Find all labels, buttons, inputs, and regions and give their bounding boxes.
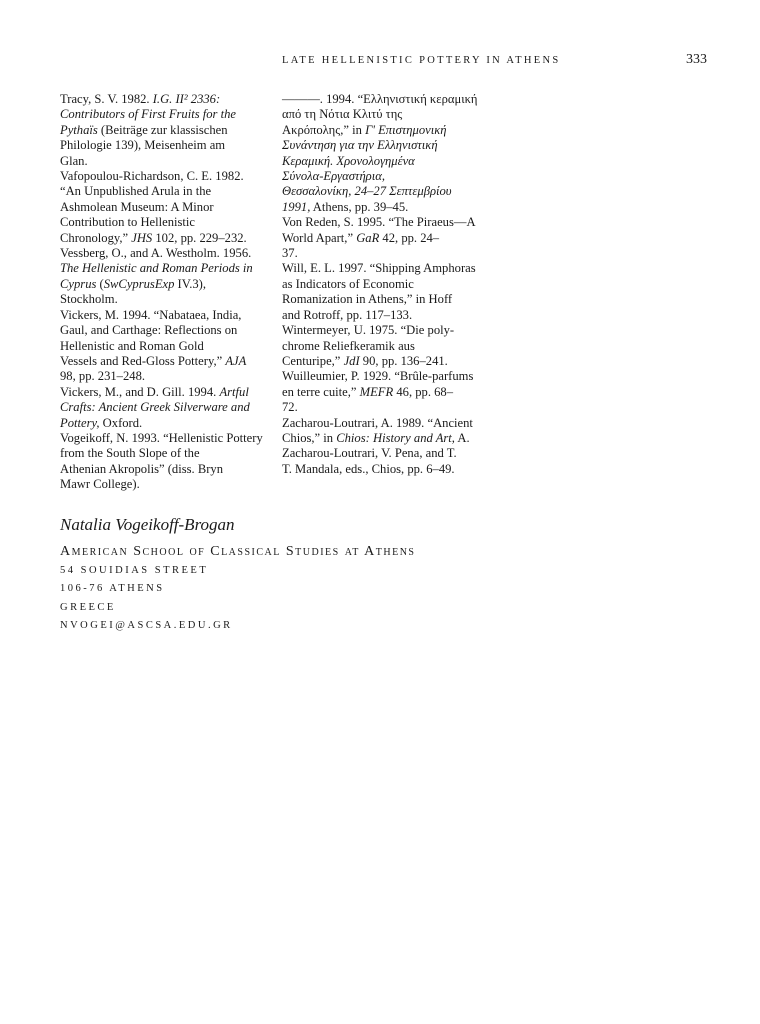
reference-italic-text: Pottery,	[60, 415, 100, 430]
reference-text: από τη Νότια Κλιτύ της	[282, 107, 403, 122]
reference-line	[282, 153, 494, 169]
reference-line	[282, 107, 494, 122]
reference-line	[60, 307, 272, 323]
reference-entry	[282, 323, 494, 369]
reference-text: Philologie 139), Meisenheim am	[60, 138, 226, 153]
reference-italic-text: Κεραμική. Χρονολογημένα	[282, 153, 415, 168]
reference-text: Vogeikoff, N. 1993. “Hellenistic Pottery	[60, 430, 263, 445]
reference-italic-text: JdI	[343, 353, 360, 368]
reference-text: World Apart,”	[282, 230, 357, 245]
reference-line	[282, 338, 494, 354]
reference-italic-text: AJA	[225, 353, 247, 368]
author-institution: American School of Classical Studies at Athens	[60, 544, 416, 559]
reference-text: Zacharou-Loutrari, A. 1989. “Ancient	[282, 415, 473, 430]
reference-italic-text: 1991,	[282, 199, 311, 214]
reference-text: Gaul, and Carthage: Reflections on	[60, 323, 238, 338]
author-address	[60, 543, 415, 636]
reference-text: 42, pp. 24–	[379, 230, 440, 245]
reference-line	[282, 353, 494, 369]
reference-line	[60, 122, 272, 138]
reference-italic-text: Chios: History and Art,	[336, 430, 455, 445]
reference-italic-text: MEFR	[359, 384, 394, 399]
reference-line	[60, 276, 272, 292]
reference-line	[282, 415, 494, 431]
reference-line	[282, 430, 494, 446]
reference-entry	[60, 431, 272, 493]
reference-text: Athens, pp. 39–45.	[310, 199, 409, 214]
reference-italic-text: GaR	[356, 230, 380, 245]
reference-text: Mawr College).	[60, 477, 140, 492]
reference-text: Glan.	[60, 153, 88, 168]
reference-line	[60, 384, 272, 400]
reference-entry	[282, 92, 494, 215]
reference-text: 72.	[282, 400, 298, 415]
reference-line	[282, 323, 494, 338]
reference-text: 37.	[282, 246, 298, 261]
reference-line	[282, 92, 494, 107]
author-street: 54 SOUIDIAS STREET	[60, 564, 209, 576]
reference-line	[60, 169, 272, 184]
reference-text: (Beiträge zur klassischen	[97, 122, 228, 137]
author-name: Natalia Vogeikoff-Brogan	[60, 515, 235, 534]
reference-italic-text: Contributors of First Fruits for the	[60, 107, 236, 122]
reference-text: A.	[454, 430, 470, 445]
reference-text: Tracy, S. V. 1982.	[60, 92, 153, 106]
reference-line	[282, 199, 494, 215]
reference-line	[282, 461, 494, 477]
reference-italic-text: Γʹ Επιστημονική	[365, 122, 447, 137]
reference-line	[60, 92, 272, 107]
reference-text: Ακρόπολης,” in	[282, 122, 366, 137]
reference-line	[60, 215, 272, 230]
reference-italic-text: Artful	[219, 384, 249, 399]
reference-line	[282, 138, 494, 153]
reference-text: Chios,” in	[282, 430, 337, 445]
reference-text: Stockholm.	[60, 292, 118, 307]
reference-entry	[282, 416, 494, 478]
reference-entry	[60, 308, 272, 385]
reference-entry	[282, 215, 494, 261]
reference-line	[60, 199, 272, 215]
reference-line	[60, 230, 272, 246]
reference-text: Vessberg, O., and A. Westholm. 1956.	[60, 246, 252, 261]
reference-entry	[282, 261, 494, 323]
reference-italic-text: JHS	[131, 230, 153, 245]
reference-italic-text: Cyprus	[60, 276, 97, 291]
reference-text: 98, pp. 231–248.	[60, 369, 146, 384]
reference-italic-text: Crafts: Ancient Greek Silverware and	[60, 400, 250, 415]
reference-text: Wintermeyer, U. 1975. “Die poly-	[282, 323, 455, 338]
author-country: GREECE	[60, 601, 116, 613]
reference-line	[60, 246, 272, 261]
reference-text: Centuripe,”	[282, 353, 344, 368]
reference-line	[60, 446, 272, 461]
reference-text: “An Unpublished Arula in the	[60, 184, 212, 199]
reference-text: Vafopoulou-Richardson, C. E. 1982.	[60, 169, 244, 184]
reference-text: 102, pp. 229–232.	[152, 230, 247, 245]
reference-line	[60, 477, 272, 492]
reference-text: 46, pp. 68–	[393, 384, 454, 399]
reference-text: Vickers, M., and D. Gill. 1994.	[60, 384, 220, 399]
reference-text: Oxford.	[99, 415, 143, 430]
reference-line	[60, 430, 272, 446]
references-right-column	[282, 92, 494, 477]
reference-italic-text: I.G. II² 2336:	[152, 92, 221, 106]
reference-line	[282, 446, 494, 461]
reference-text: and Rotroff, pp. 117–133.	[282, 307, 413, 322]
reference-line	[282, 122, 494, 138]
reference-italic-text: Θεσσαλονίκη, 24–27 Σεπτεμβρίου	[282, 184, 452, 199]
reference-line	[282, 307, 494, 323]
reference-text: 90, pp. 136–241.	[359, 353, 448, 368]
author-city: 106-76 ATHENS	[60, 583, 165, 594]
reference-line	[282, 230, 494, 246]
reference-line	[60, 323, 272, 338]
reference-text: Will, E. L. 1997. “Shipping Amphoras	[282, 261, 476, 276]
reference-text: en terre cuite,”	[282, 384, 360, 399]
reference-line	[60, 338, 272, 354]
reference-text: ———. 1994. “Ελληνιστική κεραμική	[282, 92, 478, 106]
reference-line	[282, 384, 494, 400]
reference-line	[60, 107, 272, 122]
reference-text: as Indicators of Economic	[282, 276, 414, 291]
reference-text: chrome Reliefkeramik aus	[282, 338, 415, 353]
reference-text: T. Mandala, eds., Chios, pp. 6–49.	[282, 461, 455, 476]
reference-entry	[60, 92, 272, 169]
reference-line	[60, 184, 272, 199]
reference-italic-text: The Hellenistic and Roman Periods in	[60, 261, 253, 276]
reference-text: IV.3),	[174, 276, 207, 291]
reference-text: Zacharou-Loutrari, V. Pena, and T.	[282, 446, 457, 461]
reference-text: Ashmolean Museum: A Minor	[60, 199, 214, 214]
reference-text: Contribution to Hellenistic	[60, 215, 196, 230]
reference-line	[60, 153, 272, 169]
reference-italic-text: Pythaïs	[60, 122, 98, 137]
running-head: LATE HELLENISTIC POTTERY IN ATHENS	[282, 55, 561, 66]
reference-text: from the South Slope of the	[60, 446, 200, 461]
reference-italic-text: Σύνολα-Εργαστήρια,	[282, 169, 385, 184]
reference-line	[282, 261, 494, 276]
author-email[interactable]: NVOGEI@ASCSA.EDU.GR	[60, 620, 233, 631]
reference-text: Romanization in Athens,” in Hoff	[282, 292, 453, 307]
reference-entry	[60, 385, 272, 431]
reference-line	[60, 400, 272, 415]
reference-text: Wuilleumier, P. 1929. “Brûle-parfums	[282, 369, 474, 384]
reference-line	[60, 415, 272, 431]
reference-text: Hellenistic and Roman Gold	[60, 338, 204, 353]
reference-line	[282, 169, 494, 184]
reference-line	[60, 369, 272, 384]
reference-text: (	[96, 276, 104, 291]
reference-text: Athenian Akropolis” (diss. Bryn	[60, 461, 224, 476]
reference-line	[60, 353, 272, 369]
reference-text: Vickers, M. 1994. “Nabataea, India,	[60, 307, 242, 322]
reference-text: Chronology,”	[60, 230, 132, 245]
reference-text: Vessels and Red-Gloss Pottery,”	[60, 353, 226, 368]
references-left-column	[60, 92, 272, 493]
reference-line	[282, 246, 494, 261]
reference-entry	[60, 169, 272, 246]
reference-italic-text: Συνάντηση για την Ελληνιστική	[282, 138, 438, 153]
reference-entry	[282, 369, 494, 415]
reference-line	[282, 184, 494, 199]
reference-entry	[60, 246, 272, 308]
reference-line	[60, 461, 272, 477]
reference-line	[282, 400, 494, 415]
reference-line	[282, 215, 494, 230]
reference-italic-text: SwCyprusExp	[103, 276, 175, 291]
reference-line	[60, 261, 272, 276]
reference-line	[282, 276, 494, 292]
reference-line	[60, 292, 272, 307]
page-number: 333	[686, 52, 707, 67]
reference-line	[282, 369, 494, 384]
reference-line	[60, 138, 272, 153]
reference-line	[282, 292, 494, 307]
reference-text: Von Reden, S. 1995. “The Piraeus—A	[282, 215, 476, 230]
